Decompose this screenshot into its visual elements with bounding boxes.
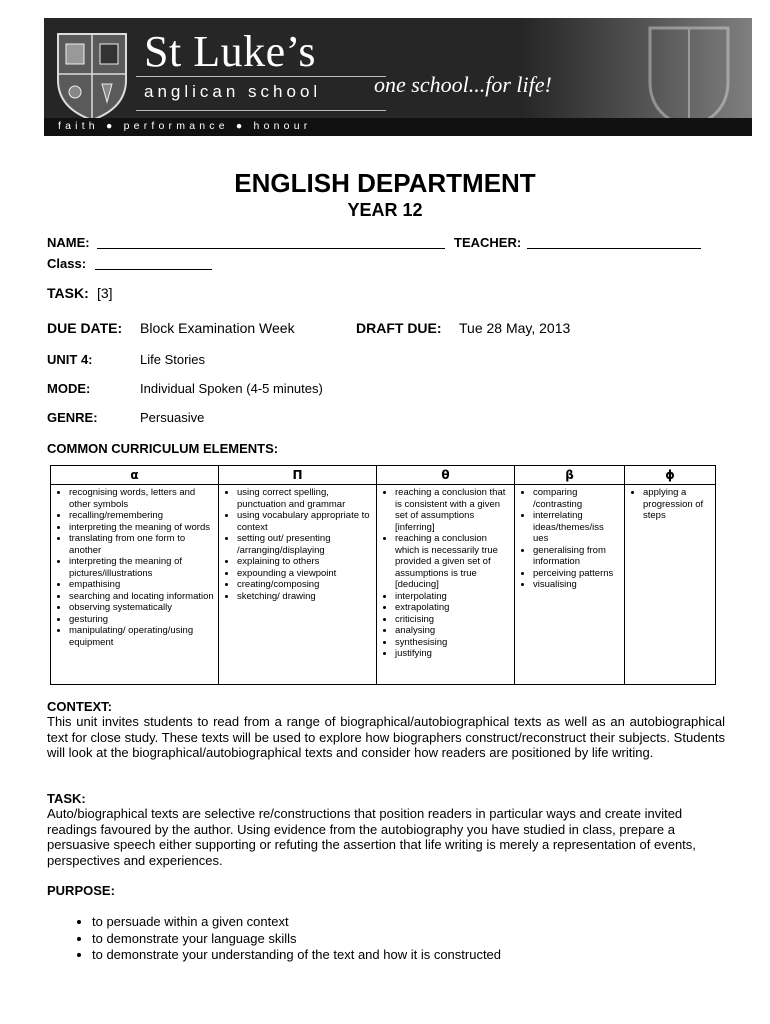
- list-item: • using vocabulary appropriate to context: [237, 510, 372, 533]
- class-field[interactable]: [95, 269, 212, 270]
- draft-due-label: DRAFT DUE:: [356, 320, 442, 336]
- school-slogan: one school...for life!: [374, 72, 552, 97]
- list-item: • observing systematically: [69, 602, 214, 614]
- task-number-value: [3]: [97, 285, 113, 301]
- cce-column-beta: [515, 466, 625, 684]
- list-item: • sketching/ drawing: [237, 591, 372, 603]
- list-item: • recognising words, letters and other symbols: [69, 487, 214, 510]
- list-item: • interpreting the meaning of words: [69, 522, 214, 534]
- cce-column-alpha: [51, 466, 219, 684]
- list-item: • creating/composing: [237, 579, 372, 591]
- cce-list: [51, 487, 218, 648]
- cce-column-phi: [625, 466, 715, 684]
- genre-label: GENRE:: [47, 410, 98, 425]
- list-item: • comparing /contrasting: [533, 487, 620, 510]
- list-item: • to demonstrate your language skills: [92, 931, 501, 948]
- list-item: • perceiving patterns: [533, 568, 620, 580]
- school-name: St Luke’s: [144, 27, 316, 76]
- list-item: • using correct spelling, punctuation and grammar: [237, 487, 372, 510]
- list-item: • applying a progression of steps: [643, 487, 711, 522]
- cce-list: [625, 487, 715, 522]
- context-label: CONTEXT:: [47, 699, 112, 714]
- cce-symbol: β: [515, 466, 624, 485]
- list-item: • reaching a conclusion that is consistent with a given set of assumptions [inferring]: [395, 487, 510, 533]
- genre-value: Persuasive: [140, 410, 205, 425]
- list-item: • interrelating ideas/themes/iss ues: [533, 510, 620, 545]
- purpose-label: PURPOSE:: [47, 883, 115, 898]
- list-item: • extrapolating: [395, 602, 510, 614]
- list-item: • translating from one form to another: [69, 533, 214, 556]
- mode-label: MODE:: [47, 381, 91, 396]
- context-text: This unit invites students to read from a range of biographical/autobiographical texts as well as an autobiographical text for close study. These texts will be used to explore how biographers construct/reconstruct their subjects. Students will look at the biographical/autobiographical texts and consider how readers are positioned by life writing.: [47, 714, 725, 760]
- cce-list: [219, 487, 376, 602]
- list-item: • generalising from information: [533, 545, 620, 568]
- list-item: • recalling/remembering: [69, 510, 214, 522]
- mode-value: Individual Spoken (4-5 minutes): [140, 381, 323, 396]
- list-item: • reaching a conclusion which is necessarily true provided a given set of assumptions is true [deducing]: [395, 533, 510, 591]
- unit-value: Life Stories: [140, 352, 206, 367]
- list-item: • explaining to others: [237, 556, 372, 568]
- cce-list: [515, 487, 624, 591]
- cce-symbol: θ: [377, 466, 514, 485]
- teacher-label: TEACHER:: [454, 235, 522, 250]
- teacher-field[interactable]: [527, 248, 701, 249]
- school-banner: [44, 18, 752, 136]
- list-item: • to demonstrate your understanding of the text and how it is constructed: [92, 947, 501, 964]
- list-item: • visualising: [533, 579, 620, 591]
- cce-title: COMMON CURRICULUM ELEMENTS:: [47, 441, 279, 456]
- list-item: • analysing: [395, 625, 510, 637]
- list-item: • interpreting the meaning of pictures/illustrations: [69, 556, 214, 579]
- class-label: Class:: [47, 256, 87, 271]
- school-subtitle: anglican school: [144, 82, 322, 101]
- name-label: NAME:: [47, 235, 90, 250]
- list-item: • criticising: [395, 614, 510, 626]
- list-item: • empathising: [69, 579, 214, 591]
- list-item: • manipulating/ operating/using equipment: [69, 625, 214, 648]
- list-item: • justifying: [395, 648, 510, 660]
- list-item: • setting out/ presenting /arranging/displaying: [237, 533, 372, 556]
- year-title: YEAR 12: [347, 200, 423, 220]
- crest-watermark-icon: [644, 22, 734, 132]
- draft-due-value: Tue 28 May, 2013: [459, 320, 571, 336]
- purpose-list: [68, 914, 501, 964]
- school-crest-icon: [54, 30, 130, 122]
- task-label: TASK:: [47, 791, 86, 806]
- task-text: Auto/biographical texts are selective re/constructions that position readers in particular ways and create invited readings favoured by the author. Using evidence from the autobiography you have studied in class, prepare a persuasive speech either supporting or refuting the assertion that life writing is merely a representation of events, perspectives and experiences.: [47, 806, 696, 868]
- unit-label: UNIT 4:: [47, 352, 93, 367]
- due-date-value: Block Examination Week: [140, 320, 295, 336]
- department-title: ENGLISH DEPARTMENT: [234, 168, 536, 198]
- cce-symbol: Π: [219, 466, 376, 485]
- list-item: • synthesising: [395, 637, 510, 649]
- cce-symbol: α: [51, 466, 218, 485]
- due-date-label: DUE DATE:: [47, 320, 123, 336]
- task-number-label: TASK:: [47, 285, 89, 301]
- list-item: • interpolating: [395, 591, 510, 603]
- list-item: • gesturing: [69, 614, 214, 626]
- cce-column-theta: [377, 466, 515, 684]
- list-item: • expounding a viewpoint: [237, 568, 372, 580]
- banner-rule-bottom: [136, 110, 386, 111]
- cce-symbol: ϕ: [625, 466, 715, 485]
- cce-list: [377, 487, 514, 660]
- school-motto: faith ● performance ● honour: [58, 120, 312, 132]
- name-field[interactable]: [97, 248, 445, 249]
- cce-table: [50, 465, 716, 685]
- list-item: • to persuade within a given context: [92, 914, 501, 931]
- list-item: • searching and locating information: [69, 591, 214, 603]
- cce-column-pi: [219, 466, 377, 684]
